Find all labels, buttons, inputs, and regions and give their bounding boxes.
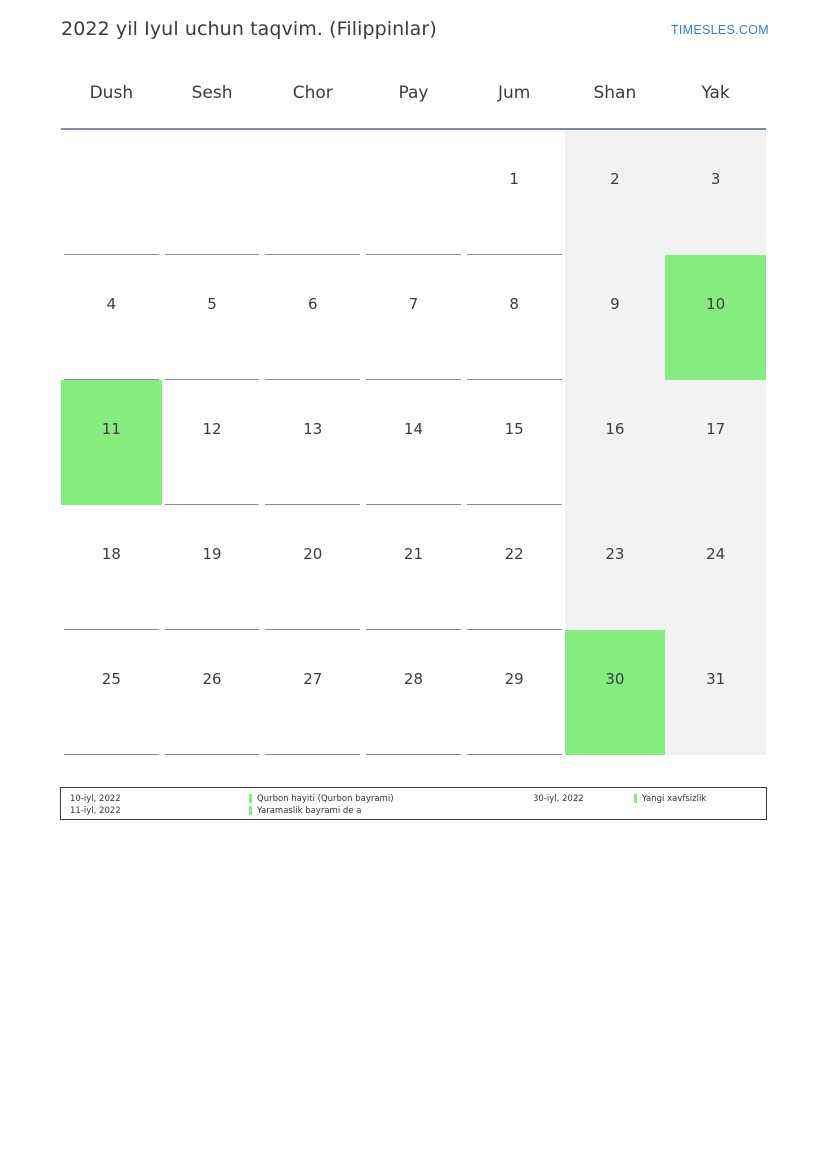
day-cell-weekend[interactable] <box>665 630 766 755</box>
day-number: 3 <box>710 170 721 188</box>
day-cell-holiday[interactable] <box>665 255 766 380</box>
day-cell[interactable] <box>61 255 162 380</box>
day-cell-weekend[interactable] <box>565 380 666 505</box>
day-cell-holiday[interactable] <box>61 380 162 505</box>
day-cell-weekend[interactable] <box>565 505 666 630</box>
calendar-week-row <box>61 255 766 380</box>
day-cell[interactable] <box>162 380 263 505</box>
day-cell[interactable] <box>262 380 363 505</box>
legend-holiday-name: Qurbon hayiti (Qurbon bayrami) <box>257 794 394 804</box>
day-number: 28 <box>403 670 423 688</box>
day-cell[interactable] <box>464 630 565 755</box>
legend-date: 11-iyl, 2022 <box>70 806 121 816</box>
weekday-header-yak: Yak <box>665 82 766 129</box>
day-cell[interactable] <box>464 129 565 255</box>
day-number: 1 <box>509 170 519 188</box>
day-number: 22 <box>504 545 524 563</box>
legend-holiday-name: Yaramaslik bayrami de a <box>257 806 362 816</box>
day-cell-weekend[interactable] <box>565 129 666 255</box>
day-number: 17 <box>706 420 726 438</box>
day-number: 10 <box>706 295 726 313</box>
day-number: 24 <box>706 545 726 563</box>
day-number: 20 <box>303 545 323 563</box>
day-cell[interactable] <box>162 505 263 630</box>
calendar-week-row <box>61 630 766 755</box>
day-cell[interactable] <box>61 630 162 755</box>
weekday-header-pay: Pay <box>363 82 464 129</box>
day-number: 2 <box>610 170 620 188</box>
day-number: 4 <box>106 295 117 313</box>
day-cell[interactable] <box>262 255 363 380</box>
day-cell[interactable] <box>363 630 464 755</box>
calendar-week-row <box>61 380 766 505</box>
day-cell[interactable] <box>363 129 464 255</box>
day-number: 31 <box>706 670 726 688</box>
legend-color-swatch <box>249 794 252 803</box>
day-number: 9 <box>610 295 620 313</box>
holiday-legend <box>60 787 767 820</box>
day-number: 30 <box>605 670 625 688</box>
day-number: 29 <box>504 670 524 688</box>
legend-holiday-name: Yangi xavfsizlik <box>642 794 707 804</box>
day-number: 12 <box>202 420 222 438</box>
day-cell[interactable] <box>162 255 263 380</box>
legend-color-swatch <box>634 794 637 803</box>
day-cell[interactable] <box>464 380 565 505</box>
page-header <box>0 18 827 52</box>
day-number: 15 <box>504 420 524 438</box>
day-number: 21 <box>403 545 423 563</box>
day-number: 5 <box>207 295 217 313</box>
calendar-week-row <box>61 505 766 630</box>
day-number: 13 <box>303 420 323 438</box>
day-cell-weekend[interactable] <box>565 255 666 380</box>
day-cell[interactable] <box>162 129 263 255</box>
day-cell-weekend[interactable] <box>665 505 766 630</box>
calendar-week-row <box>61 129 766 255</box>
day-number: 19 <box>202 545 222 563</box>
day-cell[interactable] <box>262 630 363 755</box>
weekday-header-sesh: Sesh <box>162 82 263 129</box>
day-cell[interactable] <box>363 505 464 630</box>
day-number: 26 <box>202 670 222 688</box>
calendar-header-row <box>61 82 766 129</box>
weekday-header-chor: Chor <box>262 82 363 129</box>
day-cell[interactable] <box>363 380 464 505</box>
day-number: 6 <box>307 295 318 313</box>
day-number: 7 <box>408 295 419 313</box>
day-cell-weekend[interactable] <box>665 129 766 255</box>
legend-date: 10-iyl, 2022 <box>70 794 121 804</box>
day-cell-weekend[interactable] <box>665 380 766 505</box>
day-cell-holiday[interactable] <box>565 630 666 755</box>
day-number: 27 <box>303 670 323 688</box>
calendar-grid <box>61 82 766 755</box>
day-cell[interactable] <box>262 129 363 255</box>
day-number: 11 <box>101 420 121 438</box>
day-number: 25 <box>101 670 121 688</box>
day-number: 18 <box>101 545 121 563</box>
page-title: 2022 yil Iyul uchun taqvim. (Filippinlar) <box>61 18 437 40</box>
weekday-header-shan: Shan <box>565 82 666 129</box>
site-brand-link[interactable]: TIMESLES.COM <box>670 23 769 37</box>
day-cell[interactable] <box>363 255 464 380</box>
day-number: 8 <box>509 295 519 313</box>
day-cell[interactable] <box>464 505 565 630</box>
day-number: 23 <box>605 545 625 563</box>
day-cell[interactable] <box>262 505 363 630</box>
calendar-body <box>61 129 766 755</box>
legend-date: 30-iyl, 2022 <box>533 794 584 804</box>
calendar-table <box>61 82 766 755</box>
day-cell[interactable] <box>61 129 162 255</box>
weekday-header-dush: Dush <box>61 82 162 129</box>
day-cell[interactable] <box>464 255 565 380</box>
legend-color-swatch <box>249 806 252 815</box>
day-number: 16 <box>605 420 625 438</box>
weekday-header-jum: Jum <box>464 82 565 129</box>
day-cell[interactable] <box>61 505 162 630</box>
day-cell[interactable] <box>162 630 263 755</box>
day-number: 14 <box>403 420 423 438</box>
